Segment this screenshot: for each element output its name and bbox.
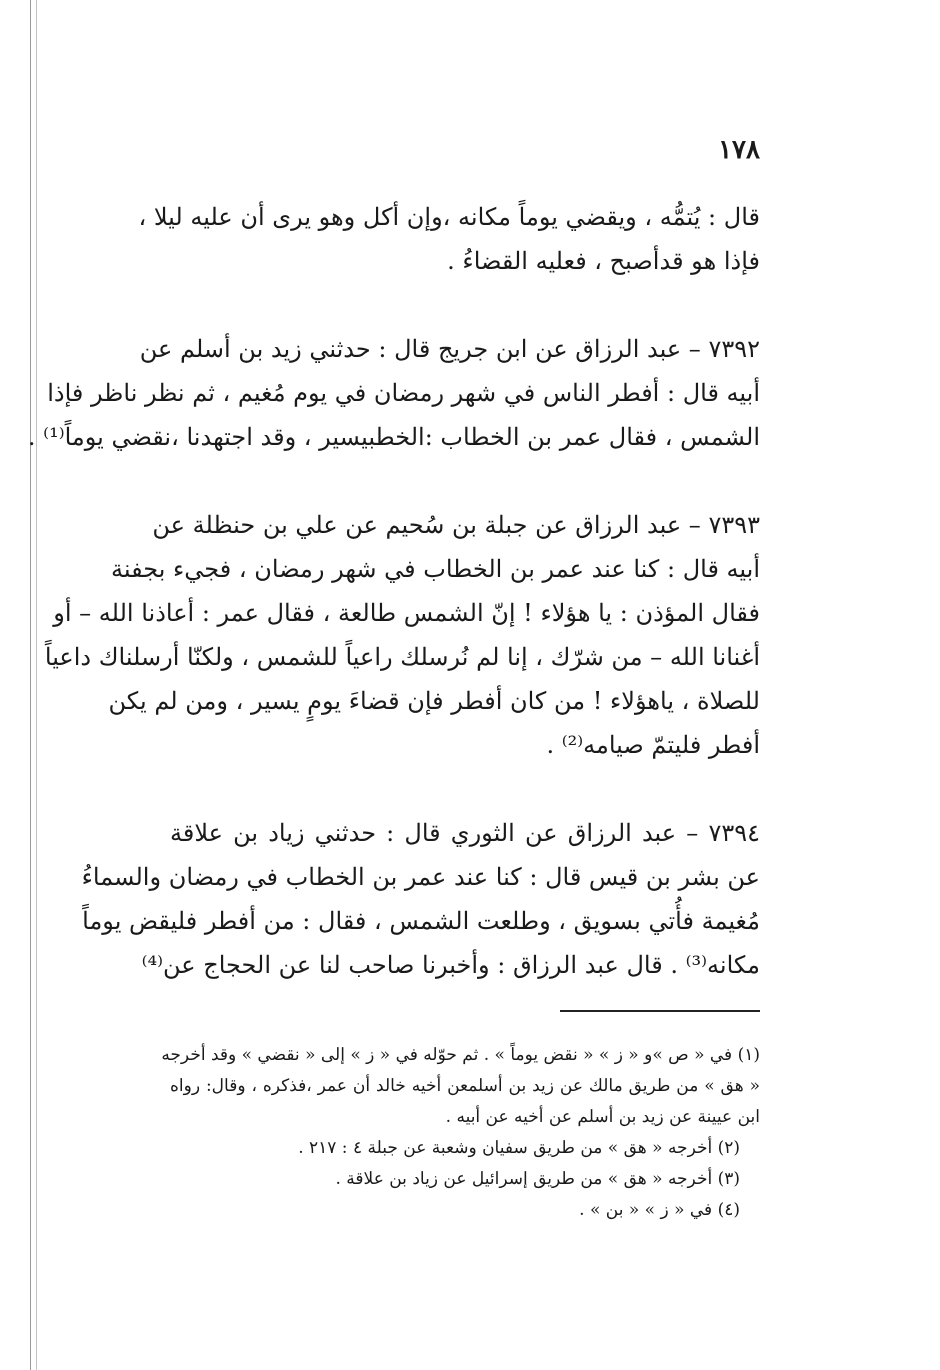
footnote-1 (161, 1040, 760, 1133)
footnote-3 (170, 1164, 760, 1195)
footnotes (161, 1040, 760, 1226)
footnote-line: (٢) أخرجه « هق » من طريق سفيان وشعبة عن جبلة ٤ : ٢١٧ . (298, 1138, 740, 1158)
text-line: فقال المؤذن : يا هؤلاء ! إنّ الشمس طالعة ، فقال عمر : أعاذنا الله – أو (53, 599, 760, 627)
text-line: أبيه قال : أفطر الناس في شهر رمضان في يوم مُغيم ، ثم نظر ناظر فإذا (47, 379, 760, 407)
paragraph-7394 (81, 811, 760, 987)
text-line: ٧٣٩٤ – عبد الرزاق عن الثوري قال : حدثني زياد بن علاقة (170, 819, 760, 847)
footnote-separator (560, 1010, 760, 1012)
binding-line (30, 0, 31, 1370)
text-line: أبيه قال : كنا عند عمر بن الخطاب في شهر رمضان ، فجيء بجفنة (110, 555, 760, 583)
paragraph-7393 (44, 503, 760, 767)
text-line: مكانه⁽³⁾ . قال عبد الرزاق : وأخبرنا صاحب لنا عن الحجاج عن⁽⁴⁾ (141, 951, 760, 979)
text-line: أغنانا الله – من شرّك ، إنا لم نُرسلك راعياً للشمس ، ولكنّا أرسلناك داعياً (44, 643, 760, 671)
page-number: ١٧٨ (718, 135, 760, 165)
text-line: أفطر فليتمّ صيامه⁽²⁾ . (546, 731, 760, 759)
text-line: قال : يُتمُّه ، ويقضي يوماً مكانه ،وإن أكل وهو يرى أن عليه ليلا ، (138, 203, 760, 231)
paragraph-7392 (27, 327, 760, 459)
footnote-line: ابن عيينة عن زيد بن أسلم عن أخيه عن أبيه . (445, 1107, 760, 1127)
footnote-line: (٤) في « ز » « بن » . (579, 1200, 740, 1220)
footnote-2 (170, 1133, 760, 1164)
text-line: مُغيمة فأُتي بسويق ، وطلعت الشمس ، فقال : من أفطر فليقض يوماً (82, 907, 760, 935)
text-line: ٧٣٩٢ – عبد الرزاق عن ابن جريج قال : حدثني زيد بن أسلم عن (139, 335, 760, 363)
footnote-4 (170, 1195, 760, 1226)
text-line: فإذا هو قدأصبح ، فعليه القضاءُ . (447, 247, 760, 275)
footnote-line: « هق » من طريق مالك عن زيد بن أسلمعن أخيه خالد أن عمر ،فذكره ، وقال: رواه (170, 1076, 760, 1096)
text-line: الشمس ، فقال عمر بن الخطاب :الخطبيسير ، وقد اجتهدنا ،نقضي يوماً⁽¹⁾ . (27, 423, 760, 451)
text-line: للصلاة ، ياهؤلاء ! من كان أفطر فإن قضاءَ يومٍ يسير ، ومن لم يكن (108, 687, 760, 715)
footnote-line: (٣) أخرجه « هق » من طريق إسرائيل عن زياد بن علاقة . (335, 1169, 740, 1189)
main-text (27, 195, 760, 1031)
text-line: عن بشر بن قيس قال : كنا عند عمر بن الخطاب في رمضان والسماءُ (81, 863, 760, 891)
text-line: ٧٣٩٣ – عبد الرزاق عن جبلة بن سُحيم عن علي بن حنظلة عن (152, 511, 760, 539)
binding-line (36, 0, 37, 1370)
paragraph-continuation (138, 195, 760, 283)
footnote-line: (١) في « ص »و « ز » « نقض يوماً » . ثم حوّله في « ز » إلى « نقضي » وقد أخرجه (161, 1045, 760, 1065)
